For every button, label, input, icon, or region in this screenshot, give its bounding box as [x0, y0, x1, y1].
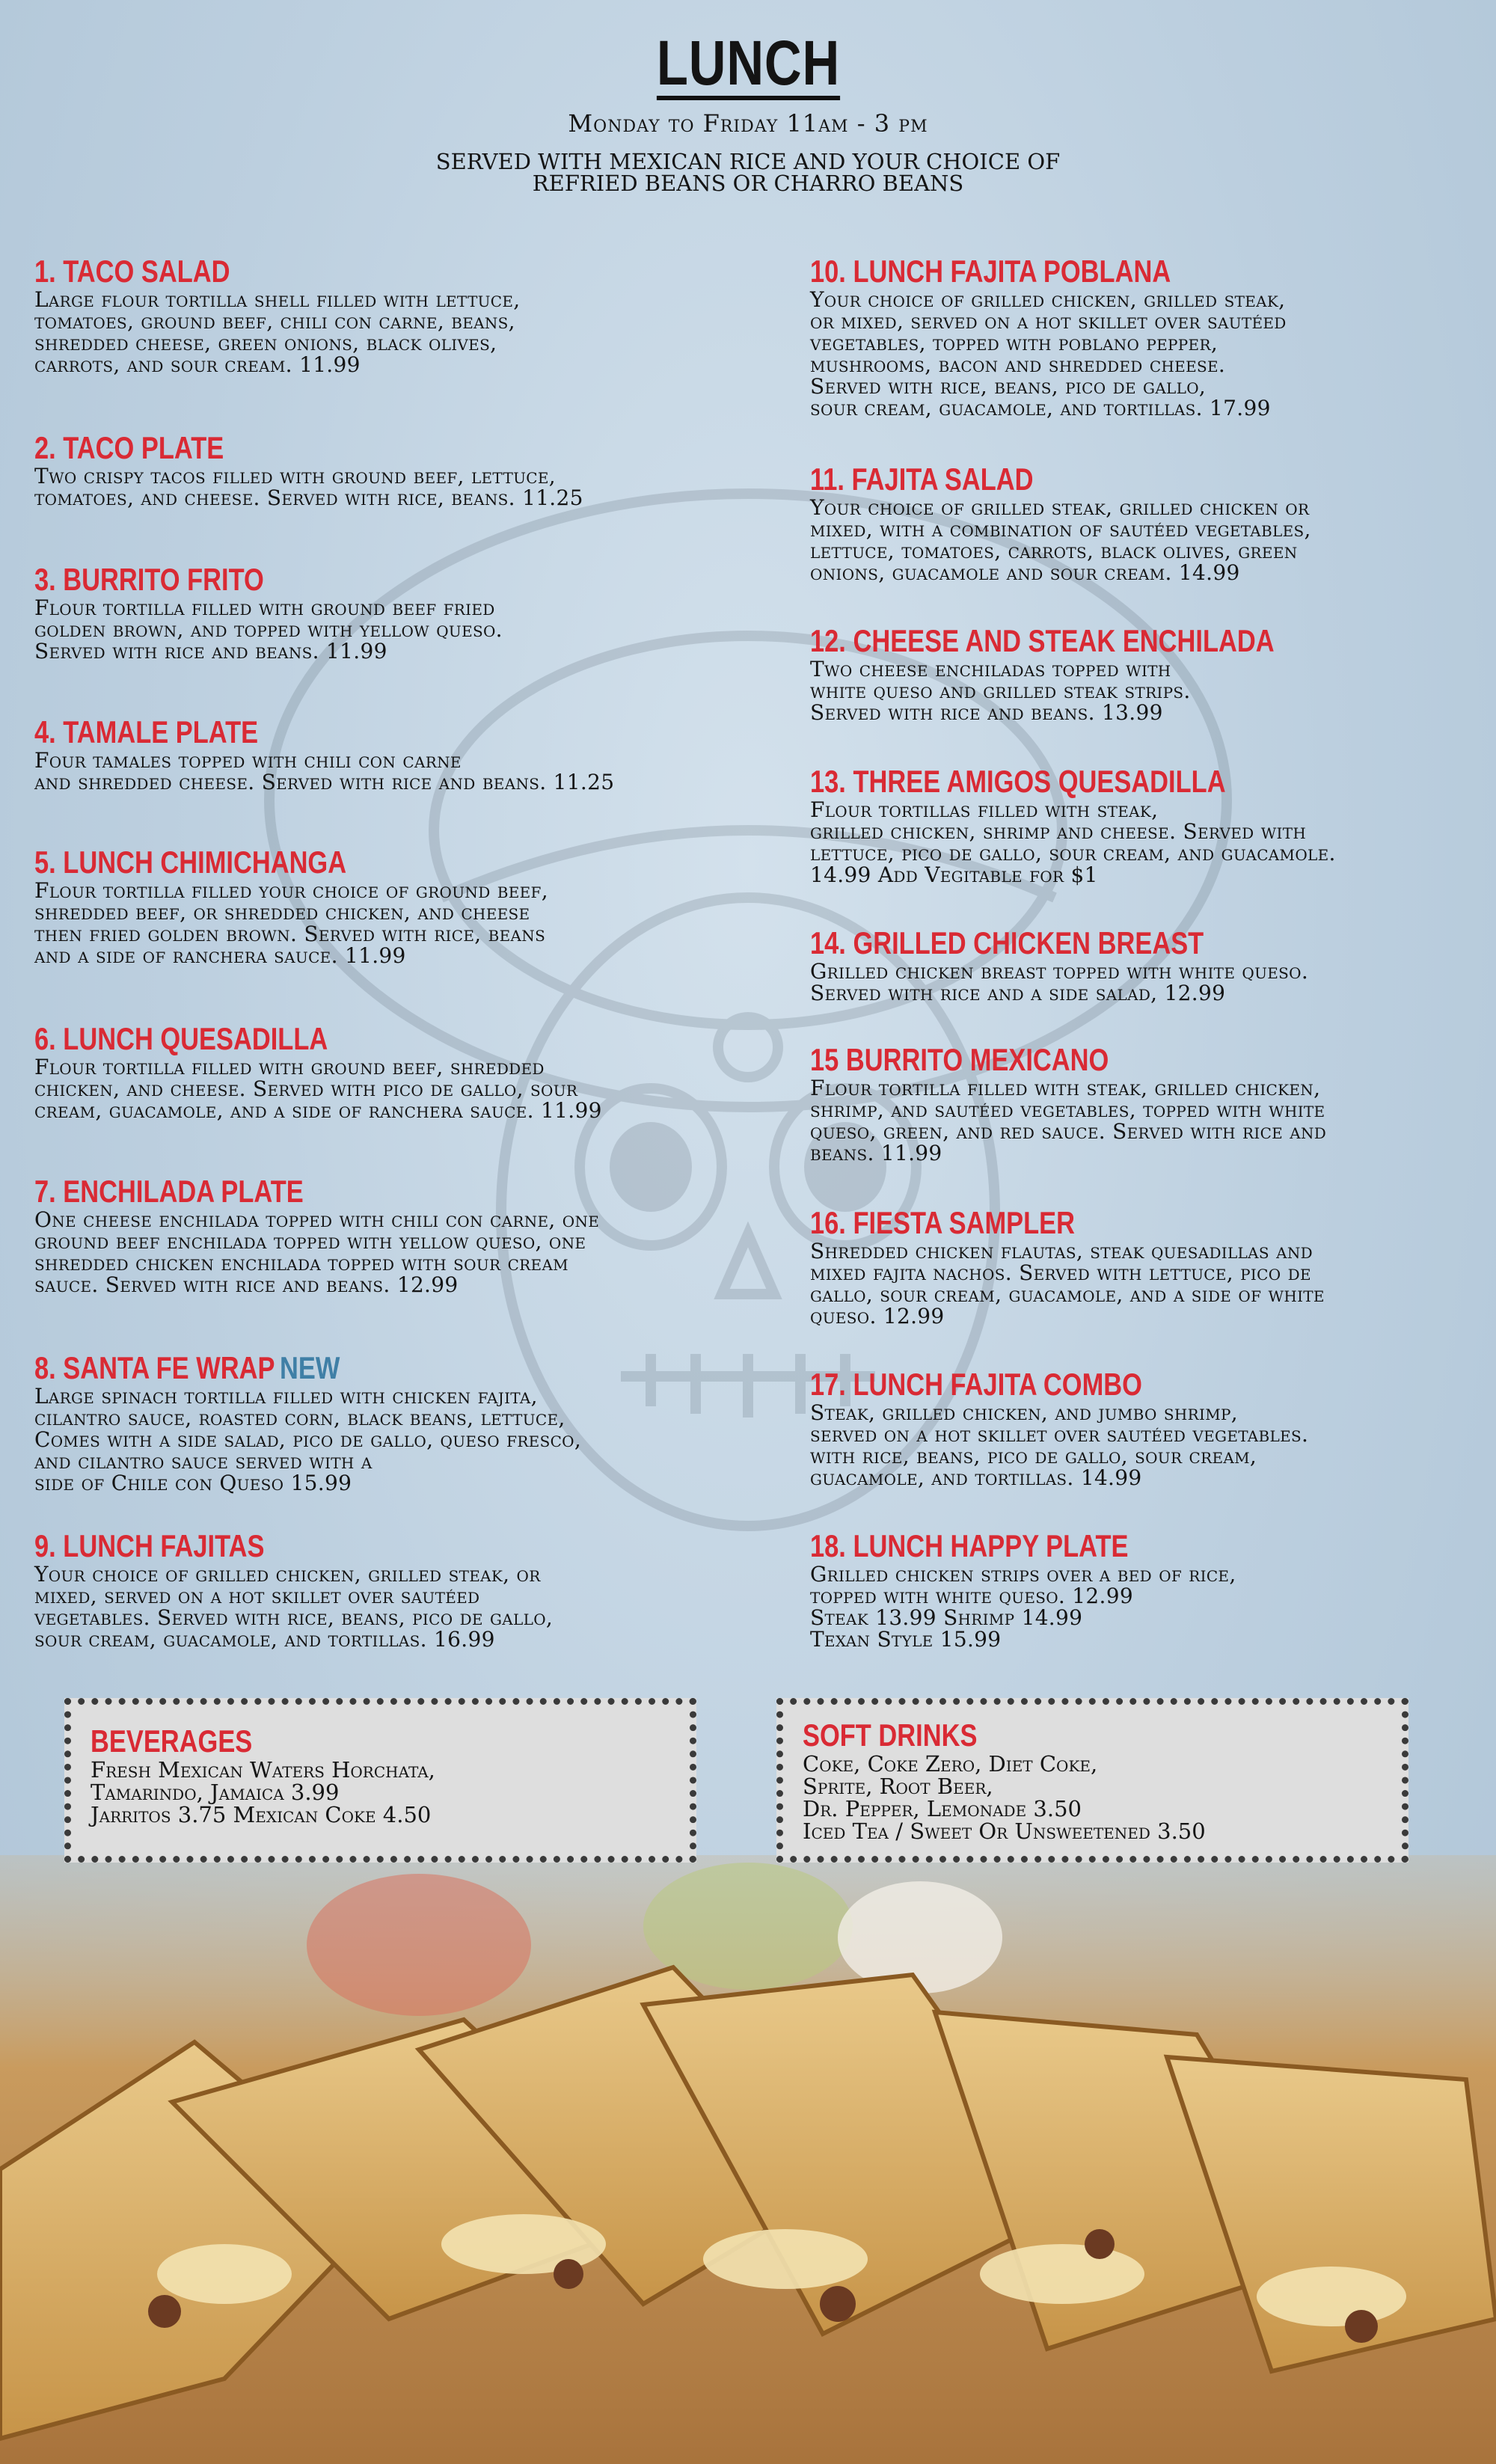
menu-item-title: 12. CHEESE AND STEAK ENCHILADA — [810, 623, 1275, 658]
soft-drinks-title: SOFT DRINKS — [803, 1717, 978, 1753]
menu-item-title: 6. LUNCH QUESADILLA — [34, 1021, 328, 1056]
menu-item-title: 9. LUNCH FAJITAS — [34, 1528, 265, 1563]
menu-item-description: Two crispy tacos filled with ground beef, lettuce, tomatoes, and cheese. Served with rice, beans. 11.25 — [34, 464, 583, 511]
menu-item-description: Large spinach tortilla filled with chicken fajita, cilantro sauce, roasted corn, black beans, lettuce, Comes with a side salad, pico de gallo, queso fresco, and cilantro sauce served with a side of Chile con Queso 15.99 — [34, 1384, 582, 1496]
menu-item-title: 13. THREE AMIGOS QUESADILLA — [810, 764, 1226, 799]
menu-item-description: Shredded chicken flautas, steak quesadillas and mixed fajita nachos. Served with lettuce, pico de gallo, sour cream, guacamole, and a side of white queso. 12.99 — [810, 1239, 1325, 1329]
menu-item-description: Your choice of grilled steak, grilled chicken or mixed, with a combination of sautéed vegetables, lettuce, tomatoes, carrots, black olives, green onions, guacamole and sour cream. 14.99 — [810, 495, 1311, 586]
menu-item-description: Flour tortillas filled with steak, grilled chicken, shrimp and cheese. Served with lettuce, pico de gallo, sour cream, and guacamole. 14.99 Add Vegitable for $1 — [810, 797, 1336, 888]
menu-item-description: Large flour tortilla shell filled with lettuce, tomatoes, ground beef, chili con carne, beans, shredded cheese, green onions, black olives, carrots, and sour cream. 11.99 — [34, 287, 521, 378]
menu-item-description: One cheese enchilada topped with chili con carne, one ground beef enchilada topped with yellow queso, one shredded chicken enchilada topped with sour cream sauce. Served with rice and beans. 12.99 — [34, 1207, 600, 1298]
menu-item-taco-plate — [34, 431, 752, 509]
beverages-box — [64, 1698, 696, 1863]
menu-item-fajita-salad — [810, 462, 1483, 586]
menu-item-title: 15 BURRITO MEXICANO — [810, 1042, 1109, 1077]
menu-item-lunch-chimichanga — [34, 845, 752, 969]
new-badge: NEW — [280, 1350, 340, 1385]
menu-item-grilled-chicken-breast — [810, 926, 1483, 1004]
lunch-hours: Monday to Friday 11am - 3 pm — [568, 109, 928, 138]
soft-drinks-list: Coke, Coke Zero, Diet Coke, Sprite, Root Beer, Dr. Pepper, Lemonade 3.50 Iced Tea / Sweet Or Unsweetened 3.50 — [803, 1751, 1206, 1845]
menu-item-lunch-fajita-combo — [810, 1367, 1483, 1489]
menu-item-fiesta-sampler — [810, 1206, 1483, 1327]
menu-item-title: 16. FIESTA SAMPLER — [810, 1205, 1076, 1240]
menu-item-description: Grilled chicken strips over a bed of rice, topped with white queso. 12.99 Steak 13.99 Shrimp 14.99 Texan Style 15.99 — [810, 1562, 1236, 1652]
menu-item-description: Two cheese enchiladas topped with white queso and grilled steak strips. Served with rice and beans. 13.99 — [810, 657, 1191, 726]
menu-header — [0, 28, 1496, 197]
menu-item-description: Your choice of grilled chicken, grilled steak, or mixed, served on a hot skillet over sautéed vegetables. Served with rice, beans, pico de gallo, sour cream, guacamole, and tortillas. 16.99 — [34, 1562, 554, 1652]
menu-item-title: 14. GRILLED CHICKEN BREAST — [810, 925, 1204, 960]
menu-item-description: Grilled chicken breast topped with white queso. Served with rice and a side salad, 12.99 — [810, 959, 1309, 1006]
menu-item-title: 3. BURRITO FRITO — [34, 562, 264, 597]
menu-item-enchilada-plate — [34, 1174, 752, 1296]
pico-de-gallo-bowl — [307, 1874, 531, 2016]
menu-item-title: 5. LUNCH CHIMICHANGA — [34, 845, 347, 880]
menu-item-lunch-quesadilla — [34, 1021, 752, 1124]
menu-item-burrito-frito — [34, 563, 752, 662]
menu-item-lunch-fajita-poblana — [810, 254, 1483, 419]
menu-item-santa-fe-wrap — [34, 1351, 752, 1494]
quesadilla-photo — [0, 1855, 1496, 2464]
menu-item-description: Flour tortilla filled with ground beef, shredded chicken, and cheese. Served with pico de gallo, sour cream, guacamole, and a side of ranchera sauce. 11.99 — [34, 1055, 602, 1124]
menu-item-three-amigos-quesadilla — [810, 764, 1483, 886]
menu-item-title: 1. TACO SALAD — [34, 254, 230, 289]
beverages-list: Fresh Mexican Waters Horchata, Tamarindo, Jamaica 3.99 Jarritos 3.75 Mexican Coke 4.50 — [91, 1757, 435, 1828]
beverages-title: BEVERAGES — [91, 1723, 253, 1759]
served-with-note: SERVED WITH MEXICAN RICE AND YOUR CHOICE OF REFRIED BEANS OR CHARRO BEANS — [435, 149, 1061, 197]
menu-item-description: Flour tortilla filled your choice of ground beef, shredded beef, or shredded chicken, and cheese then fried golden brown. Served with rice, beans and a side of ranchera sauce. 11.99 — [34, 878, 548, 969]
menu-item-description: Your choice of grilled chicken, grilled steak, or mixed, served on a hot skillet over sautéed vegetables, topped with poblano pepper, mushrooms, bacon and shredded cheese. Served with rice, beans, pico de gallo, sour cream, guacamole, and tortillas. 17.99 — [810, 287, 1287, 421]
soft-drinks-box — [776, 1698, 1408, 1863]
menu-item-burrito-mexicano — [810, 1043, 1483, 1164]
menu-item-description: Flour tortilla filled with ground beef fried golden brown, and topped with yellow queso. Served with rice and beans. 11.99 — [34, 595, 503, 664]
menu-item-title: 11. FAJITA SALAD — [810, 462, 1034, 497]
sour-cream-bowl — [838, 1881, 1002, 1993]
menu-item-title: 10. LUNCH FAJITA POBLANA — [810, 254, 1171, 289]
menu-item-description: Four tamales topped with chili con carne and shredded cheese. Served with rice and beans. 11.25 — [34, 748, 615, 795]
menu-item-description: Steak, grilled chicken, and jumbo shrimp, served on a hot skillet over sautéed vegetables. with rice, beans, pico de gallo, sour cream, guacamole, and tortillas. 14.99 — [810, 1400, 1309, 1491]
menu-item-title: 7. ENCHILADA PLATE — [34, 1174, 304, 1209]
menu-item-title: 2. TACO PLATE — [34, 430, 224, 465]
page-title: LUNCH — [656, 30, 839, 100]
menu-item-title — [34, 1351, 623, 1385]
menu-item-lunch-happy-plate — [810, 1529, 1483, 1650]
menu-item-tamale-plate — [34, 715, 752, 793]
menu-item-title: 4. TAMALE PLATE — [34, 714, 259, 750]
menu-item-title: 18. LUNCH HAPPY PLATE — [810, 1528, 1129, 1563]
menu-item-description: Flour tortilla filled with steak, grilled chicken, shrimp, and sautéed vegetables, topped with white queso, green, and red sauce. Served with rice and beans. 11.99 — [810, 1076, 1327, 1166]
menu-item-taco-salad — [34, 254, 752, 376]
menu-item-title-text: 8. SANTA FE WRAP — [34, 1350, 275, 1385]
menu-item-lunch-fajitas — [34, 1529, 752, 1650]
menu-item-title: 17. LUNCH FAJITA COMBO — [810, 1367, 1142, 1402]
menu-item-cheese-and-steak-enchilada — [810, 623, 1483, 726]
